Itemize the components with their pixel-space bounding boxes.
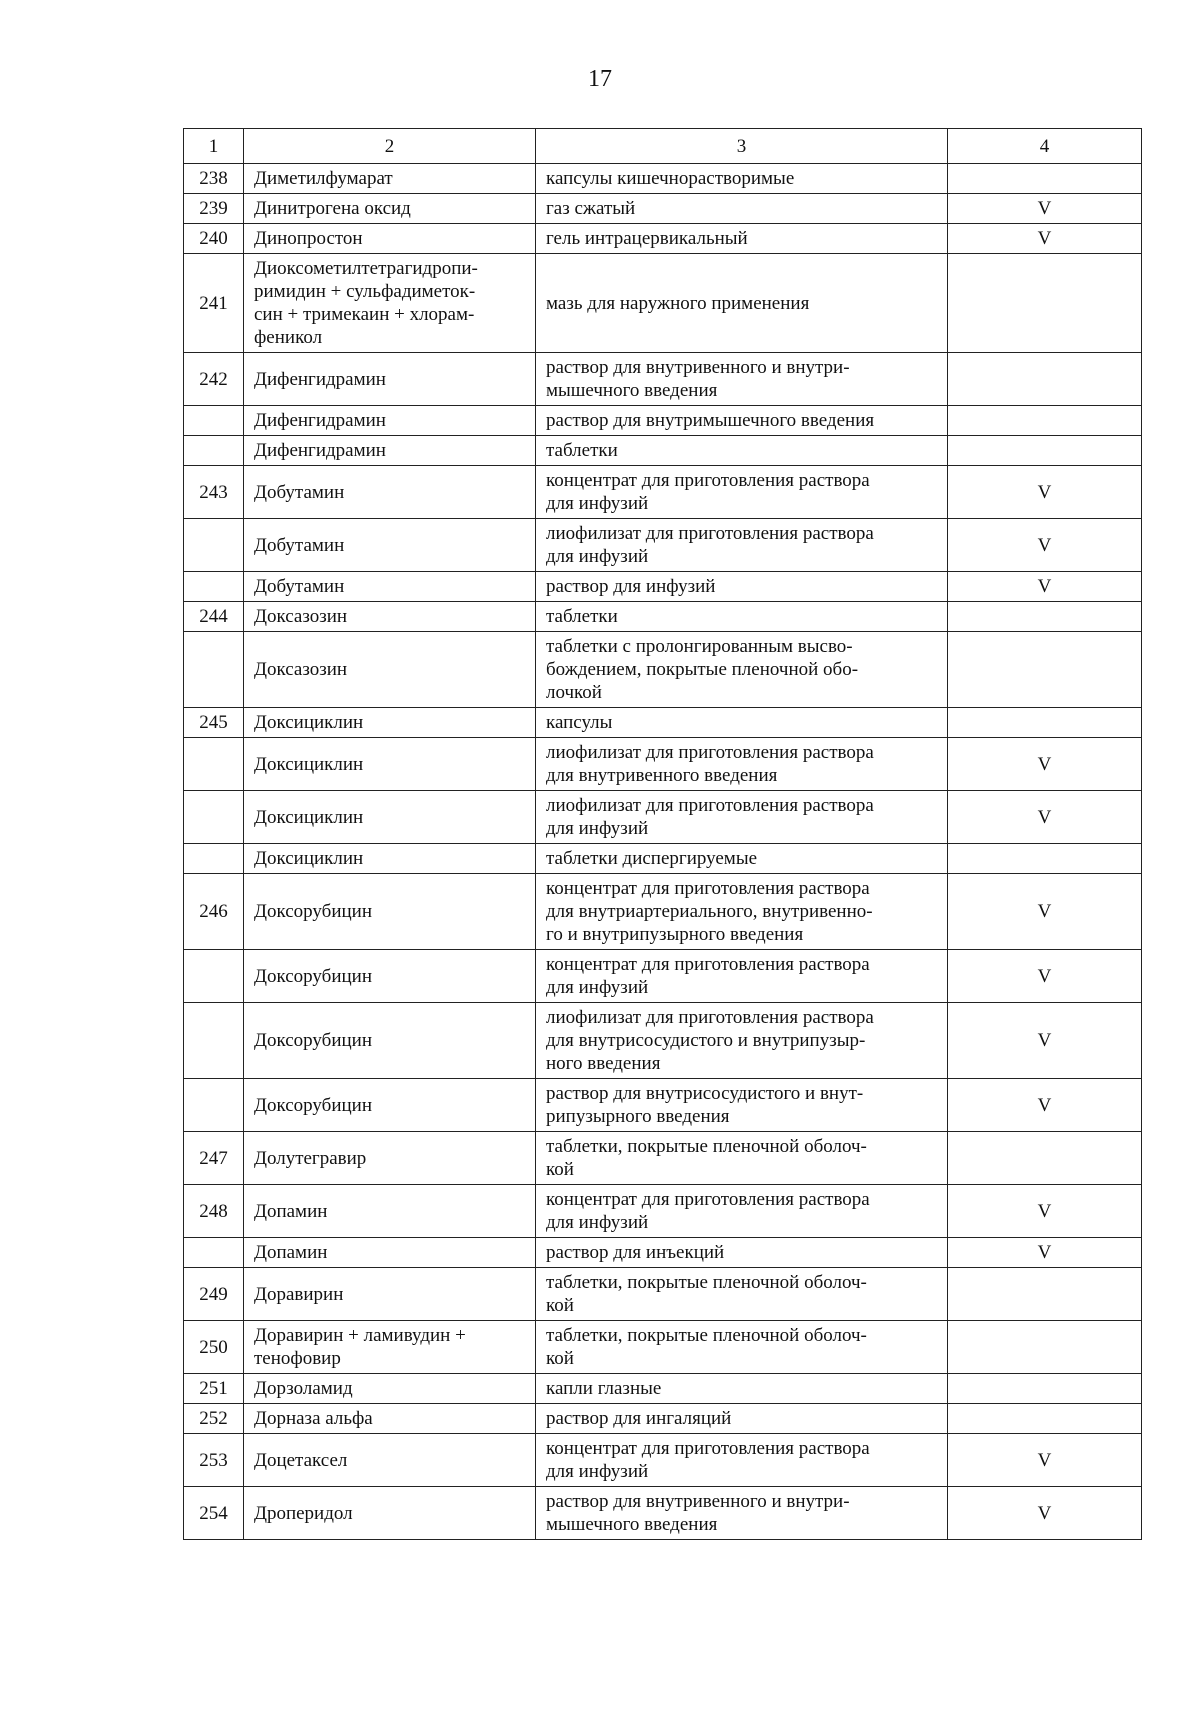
column-header: 2: [244, 129, 536, 164]
drug-name: Доксорубицин: [244, 874, 536, 950]
drug-name: Диоксометилтетрагидропи- римидин + сульфадиметок- син + тримекаин + хлорам- феникол: [244, 254, 536, 353]
mark-cell: [948, 1268, 1142, 1321]
dosage-form: лиофилизат для приготовления раствора для внутрисосудистого и внутрипузыр- ного введения: [536, 1003, 948, 1079]
dosage-form: лиофилизат для приготовления раствора для инфузий: [536, 791, 948, 844]
row-number: 241: [184, 254, 244, 353]
drug-name: Доксициклин: [244, 708, 536, 738]
mark-cell: [948, 1374, 1142, 1404]
table-header-row: [184, 129, 1142, 164]
table-row: [184, 194, 1142, 224]
row-number: [184, 436, 244, 466]
table-row: [184, 436, 1142, 466]
drug-name: Динопростон: [244, 224, 536, 254]
dosage-form: лиофилизат для приготовления раствора для инфузий: [536, 519, 948, 572]
table-row: [184, 254, 1142, 353]
row-number: 247: [184, 1132, 244, 1185]
drug-name: Дроперидол: [244, 1487, 536, 1540]
table-row: [184, 1434, 1142, 1487]
row-number: 245: [184, 708, 244, 738]
dosage-form: таблетки: [536, 602, 948, 632]
mark-cell: V: [948, 519, 1142, 572]
dosage-form: лиофилизат для приготовления раствора для внутривенного введения: [536, 738, 948, 791]
dosage-form: капсулы: [536, 708, 948, 738]
row-number: [184, 519, 244, 572]
table-row: [184, 1404, 1142, 1434]
mark-cell: [948, 353, 1142, 406]
mark-cell: V: [948, 572, 1142, 602]
row-number: [184, 632, 244, 708]
drug-name: Доксициклин: [244, 791, 536, 844]
row-number: [184, 1079, 244, 1132]
row-number: [184, 1238, 244, 1268]
drug-name: Доксициклин: [244, 844, 536, 874]
dosage-form: раствор для внутривенного и внутри- мышечного введения: [536, 1487, 948, 1540]
mark-cell: [948, 632, 1142, 708]
row-number: 249: [184, 1268, 244, 1321]
row-number: 242: [184, 353, 244, 406]
table-row: [184, 519, 1142, 572]
dosage-form: раствор для ингаляций: [536, 1404, 948, 1434]
column-header: 3: [536, 129, 948, 164]
table-row: [184, 164, 1142, 194]
table-row: [184, 466, 1142, 519]
row-number: 254: [184, 1487, 244, 1540]
column-header: 4: [948, 129, 1142, 164]
mark-cell: V: [948, 738, 1142, 791]
dosage-form: газ сжатый: [536, 194, 948, 224]
table-row: [184, 572, 1142, 602]
mark-cell: V: [948, 466, 1142, 519]
row-number: 250: [184, 1321, 244, 1374]
row-number: [184, 1003, 244, 1079]
column-header: 1: [184, 129, 244, 164]
row-number: [184, 791, 244, 844]
dosage-form: концентрат для приготовления раствора для инфузий: [536, 466, 948, 519]
table-row: [184, 602, 1142, 632]
dosage-form: раствор для внутримышечного введения: [536, 406, 948, 436]
table-row: [184, 950, 1142, 1003]
mark-cell: [948, 602, 1142, 632]
row-number: 252: [184, 1404, 244, 1434]
drug-name: Доксорубицин: [244, 950, 536, 1003]
table-row: [184, 1238, 1142, 1268]
row-number: 238: [184, 164, 244, 194]
row-number: 243: [184, 466, 244, 519]
page-number: 17: [588, 66, 612, 92]
drug-name: Доцетаксел: [244, 1434, 536, 1487]
row-number: [184, 572, 244, 602]
drug-name: Дифенгидрамин: [244, 353, 536, 406]
mark-cell: [948, 436, 1142, 466]
drug-name: Долутегравир: [244, 1132, 536, 1185]
row-number: 248: [184, 1185, 244, 1238]
dosage-form: таблетки, покрытые пленочной оболоч- кой: [536, 1132, 948, 1185]
drug-name: Доксорубицин: [244, 1079, 536, 1132]
table-row: [184, 791, 1142, 844]
drug-name: Доравирин: [244, 1268, 536, 1321]
table-row: [184, 632, 1142, 708]
mark-cell: V: [948, 791, 1142, 844]
drug-name: Доравирин + ламивудин + тенофовир: [244, 1321, 536, 1374]
table-row: [184, 1268, 1142, 1321]
row-number: 240: [184, 224, 244, 254]
row-number: 239: [184, 194, 244, 224]
drug-name: Диметилфумарат: [244, 164, 536, 194]
dosage-form: концентрат для приготовления раствора для инфузий: [536, 950, 948, 1003]
mark-cell: V: [948, 1487, 1142, 1540]
dosage-form: таблетки, покрытые пленочной оболоч- кой: [536, 1268, 948, 1321]
dosage-form: концентрат для приготовления раствора для внутриартериального, внутривенно- го и внутрипузырного введения: [536, 874, 948, 950]
dosage-form: гель интрацервикальный: [536, 224, 948, 254]
drug-list-table: [183, 128, 1142, 1540]
mark-cell: V: [948, 1003, 1142, 1079]
mark-cell: [948, 1404, 1142, 1434]
drug-name: Дифенгидрамин: [244, 406, 536, 436]
table-row: [184, 844, 1142, 874]
dosage-form: мазь для наружного применения: [536, 254, 948, 353]
table-row: [184, 1374, 1142, 1404]
drug-name: Добутамин: [244, 572, 536, 602]
table-row: [184, 1079, 1142, 1132]
drug-name: Допамин: [244, 1185, 536, 1238]
table-body: [184, 164, 1142, 1540]
mark-cell: V: [948, 194, 1142, 224]
dosage-form: концентрат для приготовления раствора для инфузий: [536, 1434, 948, 1487]
drug-name: Динитрогена оксид: [244, 194, 536, 224]
table-row: [184, 1003, 1142, 1079]
row-number: 246: [184, 874, 244, 950]
mark-cell: V: [948, 950, 1142, 1003]
row-number: [184, 950, 244, 1003]
row-number: 244: [184, 602, 244, 632]
dosage-form: капли глазные: [536, 1374, 948, 1404]
table-row: [184, 1132, 1142, 1185]
mark-cell: [948, 406, 1142, 436]
table-row: [184, 1487, 1142, 1540]
dosage-form: раствор для внутривенного и внутри- мышечного введения: [536, 353, 948, 406]
mark-cell: [948, 164, 1142, 194]
table-row: [184, 708, 1142, 738]
drug-name: Добутамин: [244, 466, 536, 519]
table-row: [184, 353, 1142, 406]
drug-name: Дифенгидрамин: [244, 436, 536, 466]
mark-cell: V: [948, 1079, 1142, 1132]
drug-name: Доксорубицин: [244, 1003, 536, 1079]
dosage-form: таблетки с пролонгированным высво- бождением, покрытые пленочной обо- лочкой: [536, 632, 948, 708]
dosage-form: капсулы кишечнорастворимые: [536, 164, 948, 194]
drug-name: Доксазозин: [244, 602, 536, 632]
mark-cell: V: [948, 1238, 1142, 1268]
mark-cell: [948, 1321, 1142, 1374]
mark-cell: V: [948, 1434, 1142, 1487]
mark-cell: [948, 254, 1142, 353]
mark-cell: V: [948, 874, 1142, 950]
mark-cell: V: [948, 224, 1142, 254]
row-number: [184, 844, 244, 874]
drug-name: Допамин: [244, 1238, 536, 1268]
row-number: 251: [184, 1374, 244, 1404]
drug-name: Доксазозин: [244, 632, 536, 708]
row-number: [184, 406, 244, 436]
dosage-form: раствор для инфузий: [536, 572, 948, 602]
table-row: [184, 1321, 1142, 1374]
table-row: [184, 738, 1142, 791]
row-number: [184, 738, 244, 791]
dosage-form: таблетки: [536, 436, 948, 466]
table-row: [184, 1185, 1142, 1238]
drug-name: Дорназа альфа: [244, 1404, 536, 1434]
table-row: [184, 406, 1142, 436]
drug-name: Добутамин: [244, 519, 536, 572]
dosage-form: раствор для внутрисосудистого и внут- рипузырного введения: [536, 1079, 948, 1132]
table-row: [184, 224, 1142, 254]
mark-cell: [948, 1132, 1142, 1185]
row-number: 253: [184, 1434, 244, 1487]
dosage-form: таблетки диспергируемые: [536, 844, 948, 874]
mark-cell: [948, 708, 1142, 738]
dosage-form: раствор для инъекций: [536, 1238, 948, 1268]
drug-name: Дорзоламид: [244, 1374, 536, 1404]
dosage-form: концентрат для приготовления раствора для инфузий: [536, 1185, 948, 1238]
mark-cell: [948, 844, 1142, 874]
mark-cell: V: [948, 1185, 1142, 1238]
drug-name: Доксициклин: [244, 738, 536, 791]
dosage-form: таблетки, покрытые пленочной оболоч- кой: [536, 1321, 948, 1374]
table-row: [184, 874, 1142, 950]
